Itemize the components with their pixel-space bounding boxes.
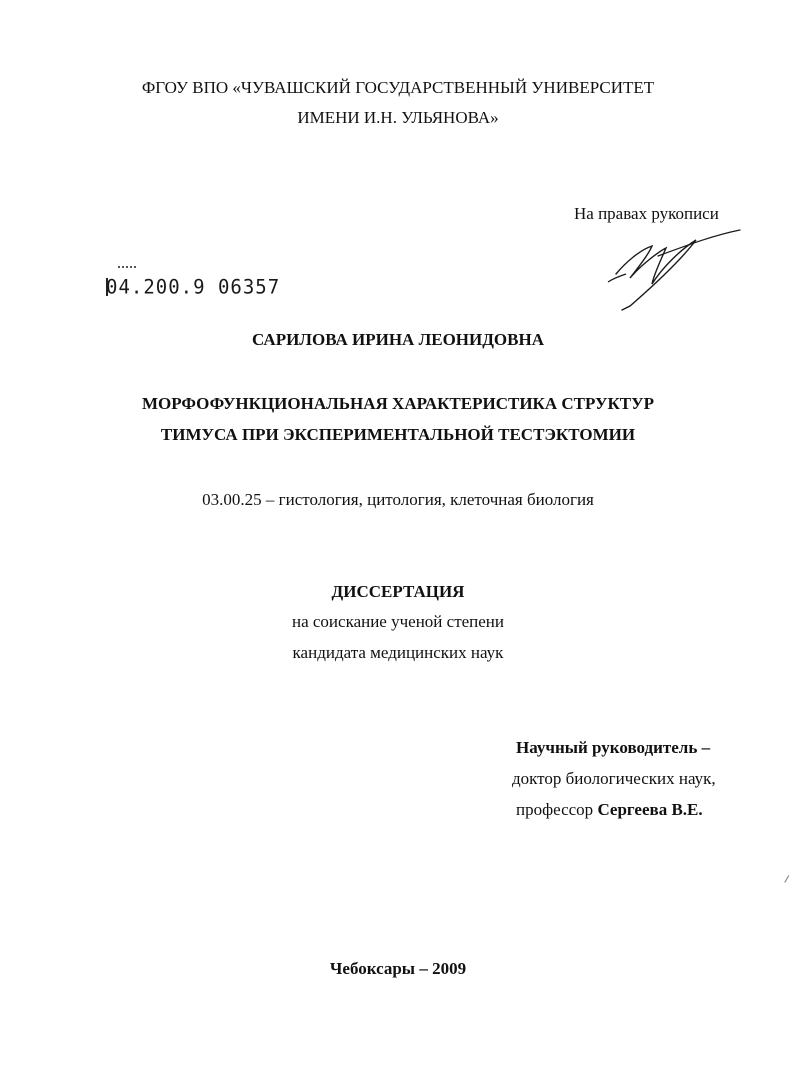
institution-line-1: ФГОУ ВПО «ЧУВАШСКИЙ ГОСУДАРСТВЕННЫЙ УНИВЕРСИТЕТ <box>141 78 655 97</box>
supervisor-title <box>516 800 703 820</box>
degree-line-1: на соискание ученой степени <box>291 612 505 631</box>
supervisor-degree: доктор биологических наук, <box>512 769 716 788</box>
signature <box>600 222 750 317</box>
institution-line-2: ИМЕНИ И.Н. УЛЬЯНОВА» <box>297 108 499 127</box>
supervisor-position: профессор <box>516 800 594 819</box>
author-name: САРИЛОВА ИРИНА ЛЕОНИДОВНА <box>251 330 544 349</box>
dissertation-title-line-1: МОРФОФУНКЦИОНАЛЬНАЯ ХАРАКТЕРИСТИКА СТРУКТУР <box>142 394 654 413</box>
specialty-code: 03.00.25 – гистология, цитология, клеточная биология <box>202 490 594 509</box>
supervisor-name: Сергеева В.Е. <box>597 800 703 819</box>
manuscript-rights-note: На правах рукописи <box>574 204 719 223</box>
scan-mark <box>784 875 792 884</box>
work-type-heading: ДИССЕРТАЦИЯ <box>331 582 465 601</box>
city-year: Чебоксары – 2009 <box>329 959 467 978</box>
stamp-dots <box>118 266 136 270</box>
degree-line-2: кандидата медицинских наук <box>292 643 504 662</box>
dissertation-title-line-2: ТИМУСА ПРИ ЭКСПЕРИМЕНТАЛЬНОЙ ТЕСТЭКТОМИИ <box>160 425 636 444</box>
supervisor-label: Научный руководитель – <box>516 738 711 757</box>
registration-stamp: 04.200.9 06357 <box>106 275 281 299</box>
